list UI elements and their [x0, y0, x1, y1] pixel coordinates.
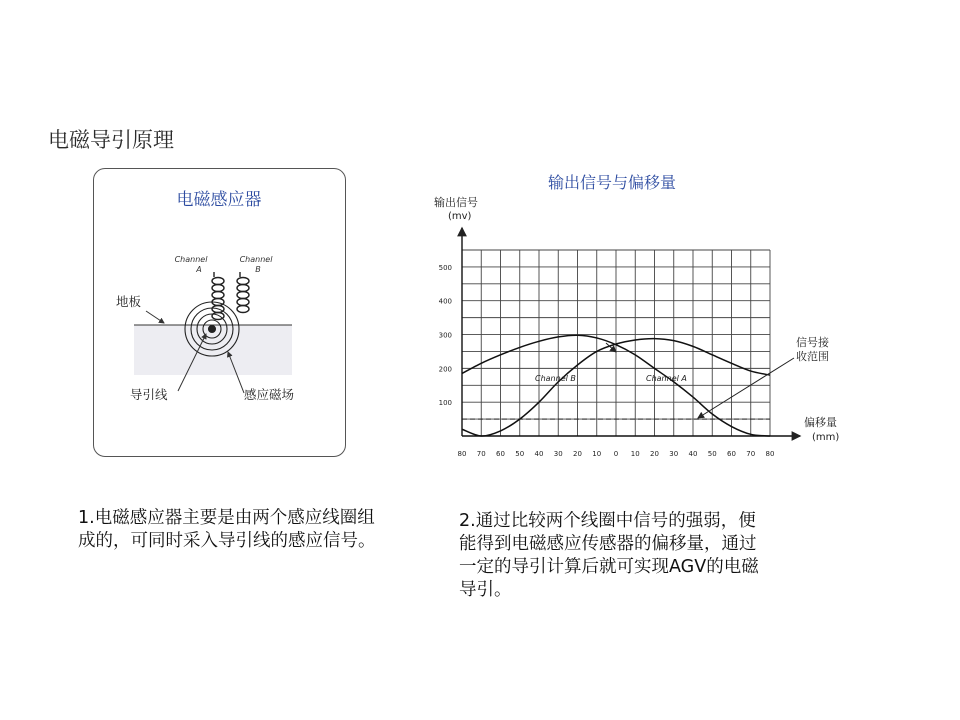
x-tick-label: 60 [727, 450, 736, 458]
x-tick-label: 30 [553, 450, 563, 458]
y-tick-label: 400 [438, 297, 452, 306]
sensor-diagram [94, 169, 345, 456]
x-tick-label: 60 [496, 450, 505, 458]
y-tick-label: 300 [438, 331, 452, 340]
x-tick-label: 40 [534, 450, 544, 458]
y-axis-unit: (mv) [448, 211, 472, 222]
x-tick-label: 70 [746, 450, 756, 458]
sensor-diagram-panel [93, 168, 346, 457]
signal-offset-chart [420, 168, 870, 468]
channel-b-series-label: Channel B [535, 374, 576, 383]
x-tick-label: 10 [592, 450, 602, 458]
channel-a-series-label: Channel A [646, 374, 687, 383]
x-tick-label: 20 [573, 450, 582, 458]
chart-title: 输出信号与偏移量 [547, 173, 677, 192]
x-tick-label: 50 [707, 450, 717, 458]
range-label-line2: 收范围 [796, 350, 829, 363]
chart-grid [462, 250, 770, 436]
x-tick-label: 50 [515, 450, 525, 458]
caption-right: 2.通过比较两个线圈中信号的强弱，便能得到电磁感应传感器的偏移量，通过一定的导引计算后就可实现AGV的电磁导引。 [459, 511, 759, 600]
x-tick-label: 0 [613, 450, 619, 458]
channel-a-label-line2: A [196, 265, 202, 274]
coil-b-icon [237, 272, 249, 313]
guide-wire-label: 导引线 [130, 387, 168, 402]
range-label-line1: 信号接 [796, 336, 829, 349]
x-axis-unit: (mm) [812, 432, 840, 443]
y-tick-labels [439, 264, 452, 407]
signal-offset-chart-panel [420, 168, 870, 468]
x-tick-label: 80 [457, 450, 467, 458]
x-tick-label: 10 [630, 450, 640, 458]
caption-left: 1.电磁感应器主要是由两个感应线圈组成的，可同时采入导引线的感应信号。 [78, 508, 376, 551]
y-tick-label: 100 [438, 399, 452, 408]
x-tick-label: 40 [688, 450, 698, 458]
channel-b-label-line1: Channel [239, 255, 273, 264]
x-tick-label: 20 [650, 450, 659, 458]
x-tick-labels [458, 450, 775, 458]
coil-a-icon [212, 272, 224, 320]
magnetic-field-label: 感应磁场 [244, 387, 295, 402]
y-axis-label: 输出信号 [434, 196, 478, 209]
x-tick-label: 30 [669, 450, 679, 458]
sensor-diagram-title: 电磁感应器 [176, 190, 262, 210]
chart-axes [462, 228, 800, 436]
y-tick-label: 500 [438, 263, 452, 272]
floor-label: 地板 [116, 294, 142, 309]
y-tick-label: 200 [438, 365, 452, 374]
x-axis-label: 偏移量 [804, 416, 837, 429]
channel-b-label-line2: B [255, 265, 261, 274]
slide-title: 电磁导引原理 [48, 128, 174, 152]
x-tick-label: 70 [476, 450, 486, 458]
x-tick-label: 80 [765, 450, 775, 458]
channel-a-label-line1: Channel [174, 255, 208, 264]
